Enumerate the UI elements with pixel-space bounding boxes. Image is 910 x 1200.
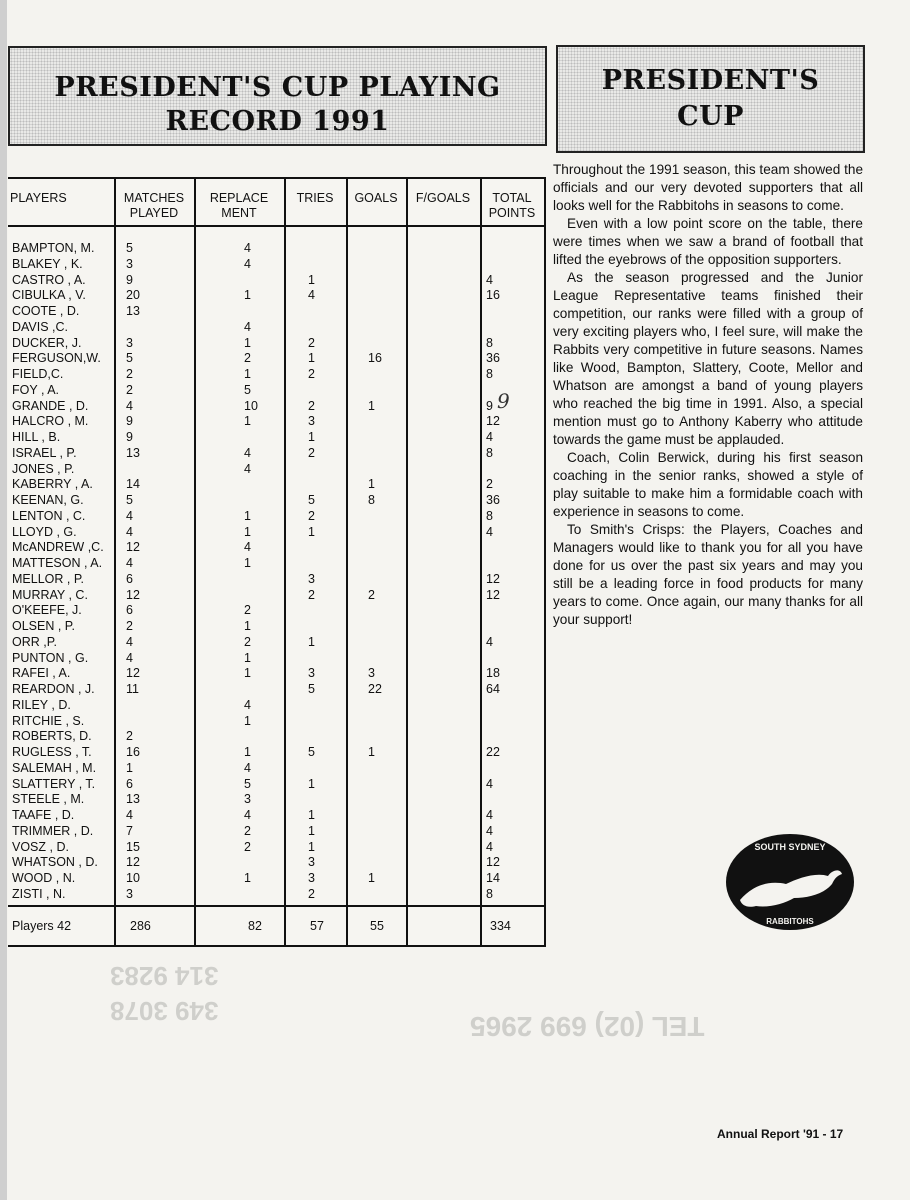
stat-cell: 14 <box>486 871 500 885</box>
stat-cell: 22 <box>486 745 500 759</box>
column-header: TOTAL POINTS <box>488 191 536 220</box>
column-header: GOALS <box>354 191 398 205</box>
stat-cell: 8 <box>486 335 493 350</box>
stat-cell: 3 <box>244 792 251 807</box>
column-header: F/GOALS <box>415 191 471 205</box>
stat-cell: 8 <box>486 367 493 381</box>
scan-edge <box>0 0 7 1200</box>
stat-cell: 1 <box>308 823 315 838</box>
stat-cell: 1 <box>244 619 251 633</box>
stat-cell: 36 <box>486 351 500 366</box>
stat-cell: 1 <box>308 808 315 822</box>
player-name-cell: CASTRO , A. <box>12 272 86 287</box>
stat-cell: 1 <box>244 335 251 350</box>
player-name-cell: VOSZ , D. <box>12 839 69 854</box>
player-name-cell: ROBERTS, D. <box>12 729 92 744</box>
stat-cell: 9 <box>126 414 133 429</box>
stat-cell: 3 <box>308 414 315 429</box>
article-paragraph: Throughout the 1991 season, this team showed the officials and our very devoted supporters that all looks well for the Rabbitohs in seasons to come. <box>553 162 863 213</box>
stat-cell: 4 <box>244 256 251 271</box>
stat-cell: 2 <box>308 398 315 413</box>
stat-cell: 9 <box>126 272 133 287</box>
player-name-cell: ORR ,P. <box>12 634 57 649</box>
stat-cell: 1 <box>244 414 251 429</box>
player-name-cell: RUGLESS , T. <box>12 745 92 759</box>
article-paragraph: Even with a low point score on the table, there were times when we saw a brand of football that lifted the eyebrows of the opposition supporters. <box>553 216 863 267</box>
stat-cell: 2 <box>126 382 133 397</box>
stat-cell: 2 <box>368 587 375 602</box>
stat-cell: 3 <box>368 666 375 681</box>
stat-cell: 10 <box>126 871 140 885</box>
stat-cell: 5 <box>244 382 251 397</box>
stat-cell: 1 <box>308 351 315 366</box>
stat-cell: 6 <box>126 571 133 586</box>
player-name-cell: TRIMMER , D. <box>12 823 94 838</box>
stat-cell: 36 <box>486 493 500 507</box>
stat-cell: 16 <box>486 288 500 303</box>
table-title-line-1: PRESIDENT'S CUP PLAYING <box>54 72 501 103</box>
player-name-cell: OLSEN , P. <box>12 619 75 633</box>
player-name-cell: DUCKER, J. <box>12 335 82 350</box>
stat-cell: 1 <box>308 524 315 539</box>
stat-cell: 4 <box>486 823 493 838</box>
stat-cell: 4 <box>126 808 133 822</box>
stat-cell: 9 <box>486 398 493 413</box>
column-header: PLAYERS <box>10 191 67 205</box>
column-divider <box>406 179 408 945</box>
stat-cell: 64 <box>486 682 500 696</box>
column-header: TRIES <box>296 191 334 205</box>
player-name-cell: GRANDE , D. <box>12 398 89 413</box>
article-title-box <box>556 45 865 153</box>
stat-cell: 10 <box>244 398 258 413</box>
column-divider <box>480 179 482 945</box>
stat-cell: 1 <box>244 556 251 570</box>
article-title-line-2: CUP <box>677 101 744 132</box>
article-paragraph: As the season progressed and the Junior League Representative teams finished their competition, our ranks were filled with a group of very exciting players who, I feel sure, will make the Rabbits very competitive in future seasons. Names like Wood, Bampton, Slattery, Coote, Mellor and Whatson are amongst a band of young players who reached the big time in 1991. Also, a special mention must go to Anthony Kaberry who attitude towards the game must be applauded. <box>553 270 863 447</box>
stat-cell: 14 <box>126 477 140 492</box>
stat-cell: 2 <box>126 619 133 633</box>
row-divider <box>8 905 544 907</box>
column-divider <box>114 179 116 945</box>
playing-record-table <box>8 177 546 947</box>
article-text <box>553 161 863 629</box>
column-divider <box>194 179 196 945</box>
player-name-cell: SALEMAH , M. <box>12 760 97 775</box>
totals-cell: 334 <box>490 919 511 933</box>
stat-cell: 22 <box>368 682 382 696</box>
stat-cell: 1 <box>308 634 315 649</box>
stat-cell: 1 <box>308 839 315 854</box>
stat-cell: 2 <box>308 367 315 381</box>
stat-cell: 6 <box>126 776 133 791</box>
stat-cell: 1 <box>244 713 251 728</box>
player-name-cell: TAAFE , D. <box>12 808 75 822</box>
stat-cell: 8 <box>486 508 493 523</box>
stat-cell: 12 <box>486 855 500 870</box>
stat-cell: 4 <box>486 430 493 444</box>
player-name-cell: CIBULKA , V. <box>12 288 86 303</box>
player-name-cell: HILL , B. <box>12 430 61 444</box>
stat-cell: 2 <box>486 477 493 492</box>
player-name-cell: WOOD , N. <box>12 871 76 885</box>
player-name-cell: SLATTERY , T. <box>12 776 96 791</box>
stat-cell: 3 <box>308 855 315 870</box>
stat-cell: 1 <box>368 745 375 759</box>
stat-cell: 1 <box>244 871 251 885</box>
player-name-cell: FERGUSON,W. <box>12 351 101 366</box>
stat-cell: 3 <box>126 886 133 901</box>
player-name-cell: FOY , A. <box>12 382 60 397</box>
player-name-cell: RILEY , D. <box>12 697 71 712</box>
column-divider <box>346 179 348 945</box>
stat-cell: 13 <box>126 792 140 807</box>
totals-cell: 82 <box>248 919 262 933</box>
player-name-cell: LENTON , C. <box>12 508 86 523</box>
player-name-cell: MATTESON , A. <box>12 556 103 570</box>
stat-cell: 4 <box>126 398 133 413</box>
show-through-bleed: TEL (02) 699 2965 <box>470 1011 705 1042</box>
south-sydney-rabbitohs-logo <box>724 828 856 941</box>
stat-cell: 7 <box>126 823 133 838</box>
stat-cell: 3 <box>308 666 315 681</box>
stat-cell: 4 <box>244 760 251 775</box>
stat-cell: 1 <box>244 745 251 759</box>
player-name-cell: DAVIS ,C. <box>12 319 69 334</box>
stat-cell: 4 <box>486 839 493 854</box>
stat-cell: 1 <box>308 430 315 444</box>
stat-cell: 1 <box>244 524 251 539</box>
stat-cell: 4 <box>244 445 251 460</box>
stat-cell: 3 <box>126 256 133 271</box>
player-name-cell: O'KEEFE, J. <box>12 603 82 618</box>
player-name-cell: MURRAY , C. <box>12 587 88 602</box>
stat-cell: 1 <box>244 367 251 381</box>
stat-cell: 4 <box>126 634 133 649</box>
logo-bottom-text: RABBITOHS <box>766 917 814 926</box>
stat-cell: 16 <box>368 351 382 366</box>
stat-cell: 5 <box>308 493 315 507</box>
stat-cell: 12 <box>126 587 140 602</box>
player-name-cell: BAMPTON, M. <box>12 241 95 255</box>
stat-cell: 1 <box>244 288 251 303</box>
player-name-cell: COOTE , D. <box>12 304 80 318</box>
article-paragraph: Coach, Colin Berwick, during his first season coaching in the senior ranks, showed a style of play suitable to make him a formidable coach with experience in seasons to come. <box>553 450 863 519</box>
page-footer: Annual Report '91 - 17 <box>717 1127 844 1141</box>
stat-cell: 12 <box>486 571 500 586</box>
stat-cell: 4 <box>244 319 251 334</box>
table-title-box <box>8 46 547 146</box>
stat-cell: 13 <box>126 304 140 318</box>
stat-cell: 4 <box>486 776 493 791</box>
player-name-cell: PUNTON , G. <box>12 650 89 665</box>
stat-cell: 12 <box>126 666 140 681</box>
totals-cell: 57 <box>310 919 324 933</box>
stat-cell: 5 <box>126 351 133 366</box>
stat-cell: 16 <box>126 745 140 759</box>
totals-cell: 55 <box>370 919 384 933</box>
show-through-bleed: 314 9283 <box>110 961 219 991</box>
column-header: REPLACE MENT <box>209 191 269 220</box>
stat-cell: 2 <box>308 587 315 602</box>
stat-cell: 1 <box>308 776 315 791</box>
player-name-cell: STEELE , M. <box>12 792 85 807</box>
stat-cell: 5 <box>244 776 251 791</box>
stat-cell: 4 <box>244 241 251 255</box>
stat-cell: 2 <box>126 367 133 381</box>
column-divider <box>284 179 286 945</box>
stat-cell: 4 <box>126 650 133 665</box>
player-name-cell: KEENAN, G. <box>12 493 84 507</box>
player-name-cell: ISRAEL , P. <box>12 445 77 460</box>
stat-cell: 2 <box>244 839 251 854</box>
stat-cell: 4 <box>486 634 493 649</box>
stat-cell: 4 <box>486 808 493 822</box>
show-through-bleed: 349 3078 <box>110 996 219 1026</box>
player-name-cell: HALCRO , M. <box>12 414 89 429</box>
player-name-cell: MELLOR , P. <box>12 571 85 586</box>
stat-cell: 18 <box>486 666 500 681</box>
stat-cell: 1 <box>368 477 375 492</box>
stat-cell: 3 <box>126 335 133 350</box>
stat-cell: 4 <box>126 508 133 523</box>
stat-cell: 2 <box>244 351 251 366</box>
logo-top-text: SOUTH SYDNEY <box>754 842 826 852</box>
stat-cell: 1 <box>368 398 375 413</box>
player-name-cell: FIELD,C. <box>12 367 64 381</box>
stat-cell: 1 <box>126 760 133 775</box>
player-name-cell: LLOYD , G. <box>12 524 77 539</box>
stat-cell: 20 <box>126 288 140 303</box>
stat-cell: 2 <box>308 335 315 350</box>
stat-cell: 1 <box>244 508 251 523</box>
stat-cell: 4 <box>486 272 493 287</box>
player-name-cell: KABERRY , A. <box>12 477 93 492</box>
player-name-cell: REARDON , J. <box>12 682 95 696</box>
stat-cell: 4 <box>244 808 251 822</box>
player-name-cell: JONES , P. <box>12 461 75 476</box>
stat-cell: 2 <box>308 886 315 901</box>
stat-cell: 1 <box>368 871 375 885</box>
stat-cell: 2 <box>244 603 251 618</box>
stat-cell: 5 <box>308 745 315 759</box>
player-name-cell: RITCHIE , S. <box>12 713 85 728</box>
stat-cell: 1 <box>244 666 251 681</box>
column-header: MATCHES PLAYED <box>123 191 185 220</box>
stat-cell: 4 <box>244 540 251 555</box>
stat-cell: 4 <box>244 697 251 712</box>
stat-cell: 6 <box>126 603 133 618</box>
stat-cell: 2 <box>244 634 251 649</box>
stat-cell: 5 <box>308 682 315 696</box>
stat-cell: 4 <box>126 556 133 570</box>
stat-cell: 4 <box>308 288 315 303</box>
player-name-cell: WHATSON , D. <box>12 855 98 870</box>
stat-cell: 15 <box>126 839 140 854</box>
stat-cell: 12 <box>126 540 140 555</box>
stat-cell: 4 <box>244 461 251 476</box>
stat-cell: 1 <box>244 650 251 665</box>
stat-cell: 3 <box>308 571 315 586</box>
stat-cell: 4 <box>126 524 133 539</box>
stat-cell: 9 <box>126 430 133 444</box>
stat-cell: 5 <box>126 493 133 507</box>
handwritten-correction: 9 <box>497 389 510 413</box>
stat-cell: 4 <box>486 524 493 539</box>
stat-cell: 8 <box>368 493 375 507</box>
stat-cell: 2 <box>308 445 315 460</box>
stat-cell: 12 <box>486 414 500 429</box>
stat-cell: 1 <box>308 272 315 287</box>
stat-cell: 12 <box>486 587 500 602</box>
table-title-line-2: RECORD 1991 <box>165 106 390 137</box>
stat-cell: 11 <box>126 682 139 696</box>
player-name-cell: McANDREW ,C. <box>12 540 104 555</box>
article-paragraph: To Smith's Crisps: the Players, Coaches and Managers would like to thank you for all you have done for us over the past six years and may you still be a leading force in food products for many years to come. Once again, our many thanks for all your support! <box>553 522 863 627</box>
totals-cell: 286 <box>130 919 151 933</box>
stat-cell: 8 <box>486 445 493 460</box>
player-name-cell: RAFEI , A. <box>12 666 71 681</box>
player-name-cell: ZISTI , N. <box>12 886 66 901</box>
totals-cell: Players 42 <box>12 919 72 933</box>
player-name-cell: BLAKEY , K. <box>12 256 83 271</box>
stat-cell: 5 <box>126 241 133 255</box>
stat-cell: 8 <box>486 886 493 901</box>
stat-cell: 2 <box>126 729 133 744</box>
stat-cell: 13 <box>126 445 140 460</box>
stat-cell: 2 <box>308 508 315 523</box>
article-title-line-1: PRESIDENT'S <box>601 65 820 96</box>
stat-cell: 12 <box>126 855 140 870</box>
stat-cell: 2 <box>244 823 251 838</box>
stat-cell: 3 <box>308 871 315 885</box>
row-divider <box>8 225 544 227</box>
